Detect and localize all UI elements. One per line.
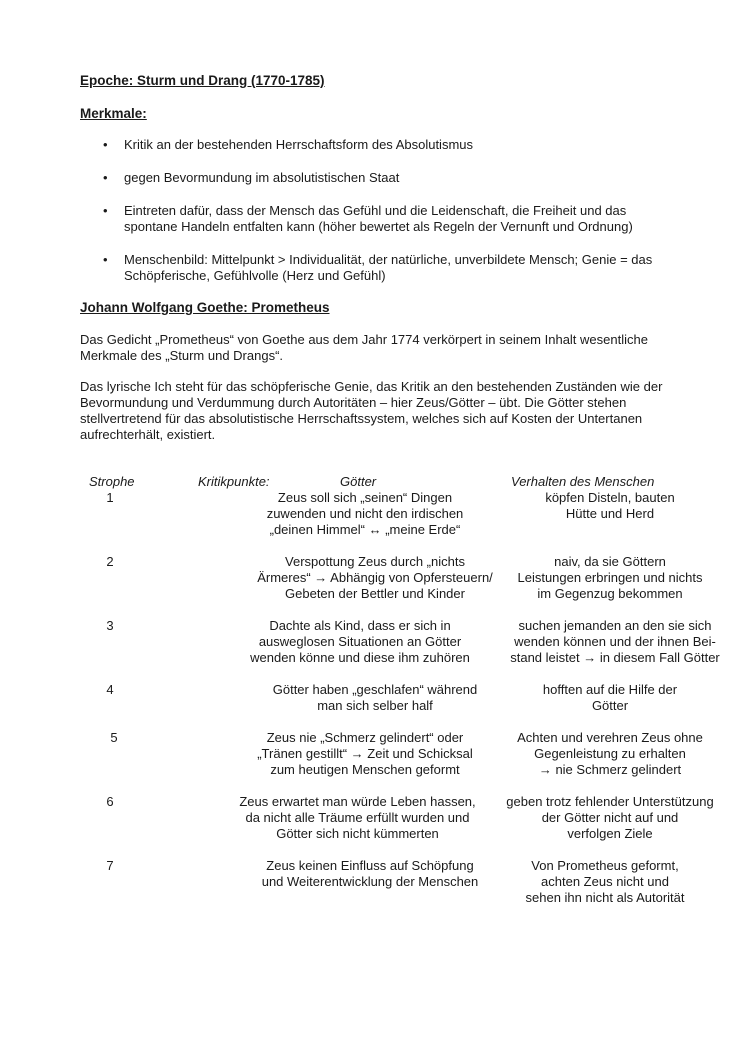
cell-line: Hütte und Herd [565, 506, 655, 521]
cell-line: da nicht alle Träume erfüllt wurden und [245, 810, 470, 825]
goetter-cell [240, 858, 500, 890]
features-heading: Merkmale: [80, 106, 147, 121]
cell-line: Gegenleistung zu erhalten [534, 746, 686, 761]
cell-line: zuwenden und nicht den irdischen [266, 506, 464, 521]
goetter-cell [235, 490, 495, 538]
goetter-cell [230, 618, 490, 666]
goetter-cell [245, 554, 505, 602]
cell-line: Zeus keinen Einfluss auf Schöpfung [266, 858, 474, 873]
cell-line: „Tränen gestillt“ → Zeit und Schicksal [257, 746, 473, 761]
intro-paragraph: Das Gedicht „Prometheus“ von Goethe aus dem Jahr 1774 verkörpert in seinem Inhalt wesentliche Merkmale des „Sturm und Drangs“. [80, 332, 648, 363]
cell-line: Zeus erwartet man würde Leben hassen, [239, 794, 476, 809]
feature-text: Menschenbild: Mittelpunkt > Individualität, der natürliche, unverbildete Mensch; Genie = das Schöpferische, Gefühlvolle (Herz und Gefühl) [124, 252, 653, 283]
cell-line: Götter [591, 698, 629, 713]
menschen-cell [495, 490, 725, 522]
feature-text: gegen Bevormundung im absolutistischen Staat [124, 170, 400, 185]
feature-text: Kritik an der bestehenden Herrschaftsform des Absolutismus [124, 137, 474, 152]
menschen-cell [495, 730, 725, 778]
goetter-cell [225, 794, 490, 842]
cell-line: Zeus soll sich „seinen“ Dingen [277, 490, 453, 505]
cell-line: sehen ihn nicht als Autorität [525, 890, 685, 905]
menschen-cell [490, 858, 720, 906]
cell-line: der Götter nicht auf und [541, 810, 679, 825]
cell-line: wenden könne und diese ihm zuhören [250, 650, 470, 665]
bullet-icon: • [103, 252, 108, 267]
cell-line: wenden können und der ihnen Bei- [514, 634, 716, 649]
column-header-kritik: Kritikpunkte: [198, 474, 270, 489]
cell-line: köpfen Disteln, bauten [545, 490, 675, 505]
cell-line: → nie Schmerz gelindert [538, 762, 682, 777]
cell-line: Götter sich nicht kümmerten [276, 826, 439, 841]
cell-line: man sich selber half [317, 698, 433, 713]
cell-line: Leistungen erbringen und nichts [517, 570, 703, 585]
column-header-goetter: Götter [340, 474, 377, 489]
strophe-number: 2 [106, 554, 114, 569]
list-item [80, 170, 680, 186]
cell-line: naiv, da sie Göttern [554, 554, 666, 569]
cell-line: stand leistet → in diesem Fall Götter [510, 650, 720, 665]
feature-text: Eintreten dafür, dass der Mensch das Gefühl und die Leidenschaft, die Freiheit und das spontane Handeln entfalten kann (höher bewertet als Regeln der Vernunft und Ordnung) [124, 203, 633, 234]
epoch-heading: Epoche: Sturm und Drang (1770-1785) [80, 73, 325, 88]
list-item [80, 137, 680, 153]
menschen-cell [495, 794, 725, 842]
cell-line: geben trotz fehlender Unterstützung [506, 794, 714, 809]
cell-line: Zeus nie „Schmerz gelindert“ oder [266, 730, 464, 745]
cell-line: ausweglosen Situationen an Götter [258, 634, 462, 649]
goetter-cell [235, 730, 495, 778]
cell-line: verfolgen Ziele [567, 826, 653, 841]
bullet-icon: • [103, 170, 108, 185]
cell-line: Ärmeres“ → Abhängig von Opfersteuern/ [257, 570, 493, 585]
strophe-number: 5 [110, 730, 118, 745]
cell-line: hofften auf die Hilfe der [542, 682, 678, 697]
list-item [80, 203, 680, 235]
column-header-menschen: Verhalten des Menschen [511, 474, 655, 489]
strophe-number: 7 [106, 858, 114, 873]
column-header-strophe: Strophe [89, 474, 135, 489]
cell-line: Von Prometheus geformt, [531, 858, 679, 873]
menschen-cell [495, 554, 725, 602]
cell-line: Gebeten der Bettler und Kinder [285, 586, 465, 601]
features-list [80, 137, 680, 301]
cell-line: suchen jemanden an den sie sich [518, 618, 712, 633]
strophe-number: 3 [106, 618, 114, 633]
cell-line: achten Zeus nicht und [541, 874, 669, 889]
strophe-number: 6 [106, 794, 114, 809]
cell-line: „deinen Himmel“ ↔ „meine Erde“ [269, 522, 461, 537]
menschen-cell [495, 682, 725, 714]
strophe-number: 1 [106, 490, 114, 505]
poem-heading: Johann Wolfgang Goethe: Prometheus [80, 300, 330, 315]
analysis-paragraph: Das lyrische Ich steht für das schöpferische Genie, das Kritik an den bestehenden Zuständen wie der Bevormundung und Verdummung durch Autoritäten – hier Zeus/Götter – übt. Die Götter stehen stellvertretend für das absolutistische Herrschaftssystem, welches sich auf Kosten der Untertanen aufrechterhält, existiert. [80, 379, 663, 442]
cell-line: Dachte als Kind, dass er sich in [269, 618, 451, 633]
cell-line: Verspottung Zeus durch „nichts [285, 554, 465, 569]
list-item [80, 252, 680, 284]
cell-line: Achten und verehren Zeus ohne [517, 730, 703, 745]
bullet-icon: • [103, 137, 108, 152]
menschen-cell [495, 618, 735, 666]
cell-line: und Weiterentwicklung der Menschen [261, 874, 479, 889]
cell-line: zum heutigen Menschen geformt [270, 762, 460, 777]
goetter-cell [245, 682, 505, 714]
bullet-icon: • [103, 203, 108, 218]
cell-line: Götter haben „geschlafen“ während [272, 682, 478, 697]
cell-line: im Gegenzug bekommen [537, 586, 683, 601]
strophe-number: 4 [106, 682, 114, 697]
